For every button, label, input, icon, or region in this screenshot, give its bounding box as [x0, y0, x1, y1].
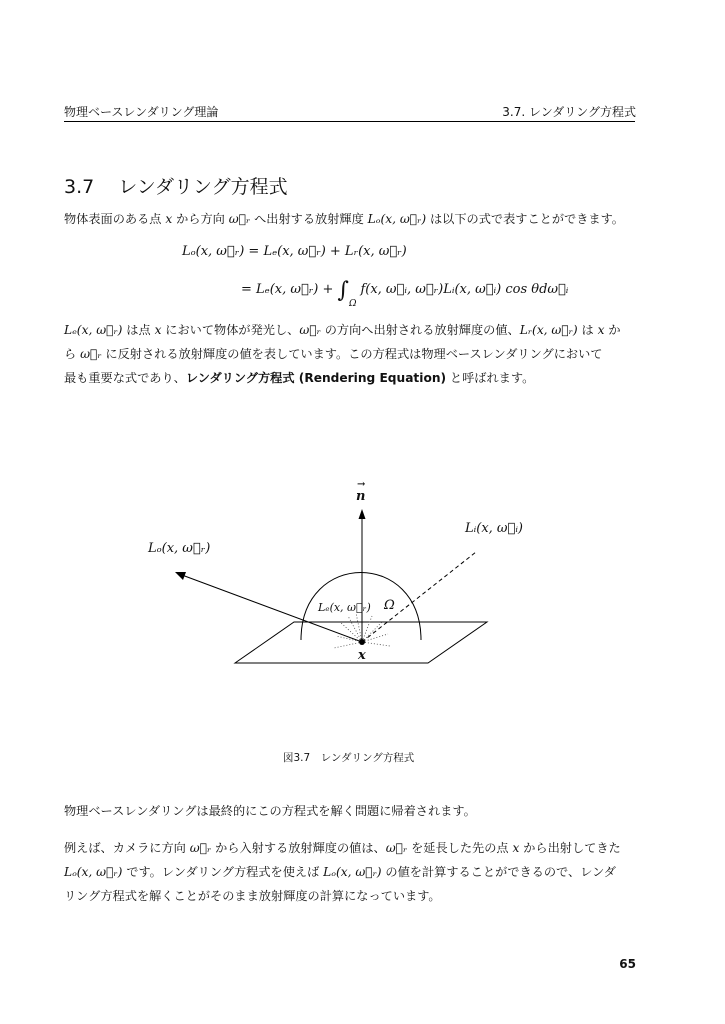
text: は以下の式で表すことができます。 [426, 212, 624, 226]
running-header-right: 3.7. レンダリング方程式 [502, 105, 636, 119]
integral-sign: ∫ [337, 278, 349, 303]
math-omega-r: ω⃗ᵣ [80, 347, 102, 361]
math-le: Lₑ(x, ω⃗ᵣ) [64, 323, 123, 337]
math-omega-r: ω⃗ᵣ [189, 841, 212, 855]
figure-caption: 図3.7 レンダリング方程式 [283, 752, 415, 764]
text: の値を計算することができるので、レンダ [381, 865, 616, 879]
paragraph-problem: 物理ベースレンダリングは最終的にこの方程式を解く問題に帰着されます。 [64, 804, 476, 818]
text: から方向 [172, 212, 229, 226]
label-n-vector [356, 479, 366, 504]
integral-domain: Ω [348, 299, 357, 309]
text: へ出射する放射輝度 [250, 212, 368, 226]
text: か [604, 323, 621, 337]
equation-line-1: Lₒ(x, ω⃗ᵣ) = Lₑ(x, ω⃗ᵣ) + Lᵣ(x, ω⃗ᵣ) [182, 244, 407, 259]
label-x: x [358, 648, 366, 663]
text: は [577, 323, 598, 337]
text: に反射される放射輝度の値を表しています。この方程式は物理ベースレンダリングにおいて [101, 347, 603, 361]
text: において物体が発光し、 [161, 323, 300, 337]
running-header-left: 物理ベースレンダリング理論 [64, 105, 219, 119]
text: の方向へ出射される放射輝度の値、 [320, 323, 520, 337]
section-title-text: レンダリング方程式 [118, 176, 288, 198]
math-lo: Lₒ(x, ω⃗ᵣ) [64, 865, 123, 879]
section-number: 3.7 [64, 176, 95, 198]
text: 例えば、カメラに方向 [64, 841, 190, 855]
math-omega-r: ω⃗ᵣ [228, 212, 251, 226]
label-lo: Lₒ(x, ω⃗ᵣ) [148, 541, 211, 556]
math-x: x [154, 323, 162, 337]
label-omega: Ω [384, 598, 395, 613]
text: です。レンダリング方程式を使えば [122, 865, 324, 879]
label-li: Lᵢ(x, ω⃗ᵢ) [465, 521, 524, 536]
label-le: Lₑ(x, ω⃗ᵣ) [318, 601, 371, 614]
text: ら [64, 347, 81, 361]
paragraph-example [64, 836, 636, 908]
text: を延長した先の点 [407, 841, 513, 855]
math-x: x [597, 323, 605, 337]
line [64, 836, 636, 860]
text: と呼ばれます。 [446, 371, 535, 385]
outgoing-arrowhead [175, 572, 186, 580]
label-n: n [356, 489, 366, 504]
text: 物体表面のある点 [64, 212, 166, 226]
text: は点 [122, 323, 155, 337]
normal-arrowhead [359, 509, 366, 519]
math-lo: Lₒ(x, ω⃗ᵣ) [367, 212, 427, 226]
line: リング方程式を解くことがそのまま放射輝度の計算になっています。 [64, 889, 441, 903]
math-omega-r: ω⃗ᵣ [385, 841, 408, 855]
math-x: x [165, 212, 173, 226]
eq-lhs: = Lₑ(x, ω⃗ᵣ) + [241, 282, 338, 297]
text: から出射してきた [519, 841, 621, 855]
math-omega-r: ω⃗ᵣ [299, 323, 321, 337]
eq-integrand: f(x, ω⃗ᵢ, ω⃗ᵣ)Lᵢ(x, ω⃗ᵢ) cos θdω⃗ᵢ [360, 282, 569, 297]
page-number: 65 [619, 957, 636, 971]
math-x: x [512, 841, 520, 855]
text: 最も重要な式であり、 [64, 371, 186, 385]
vector-arrow-icon: → [357, 479, 366, 490]
incoming-ray [362, 552, 476, 642]
point-x [359, 639, 365, 645]
math-lo: Lₒ(x, ω⃗ᵣ) [323, 865, 382, 879]
math-lr: Lᵣ(x, ω⃗ᵣ) [519, 323, 578, 337]
bold-term: レンダリング方程式 (Rendering Equation) [185, 371, 447, 385]
line [64, 860, 636, 884]
text: から入射する放射輝度の値は、 [211, 841, 386, 855]
